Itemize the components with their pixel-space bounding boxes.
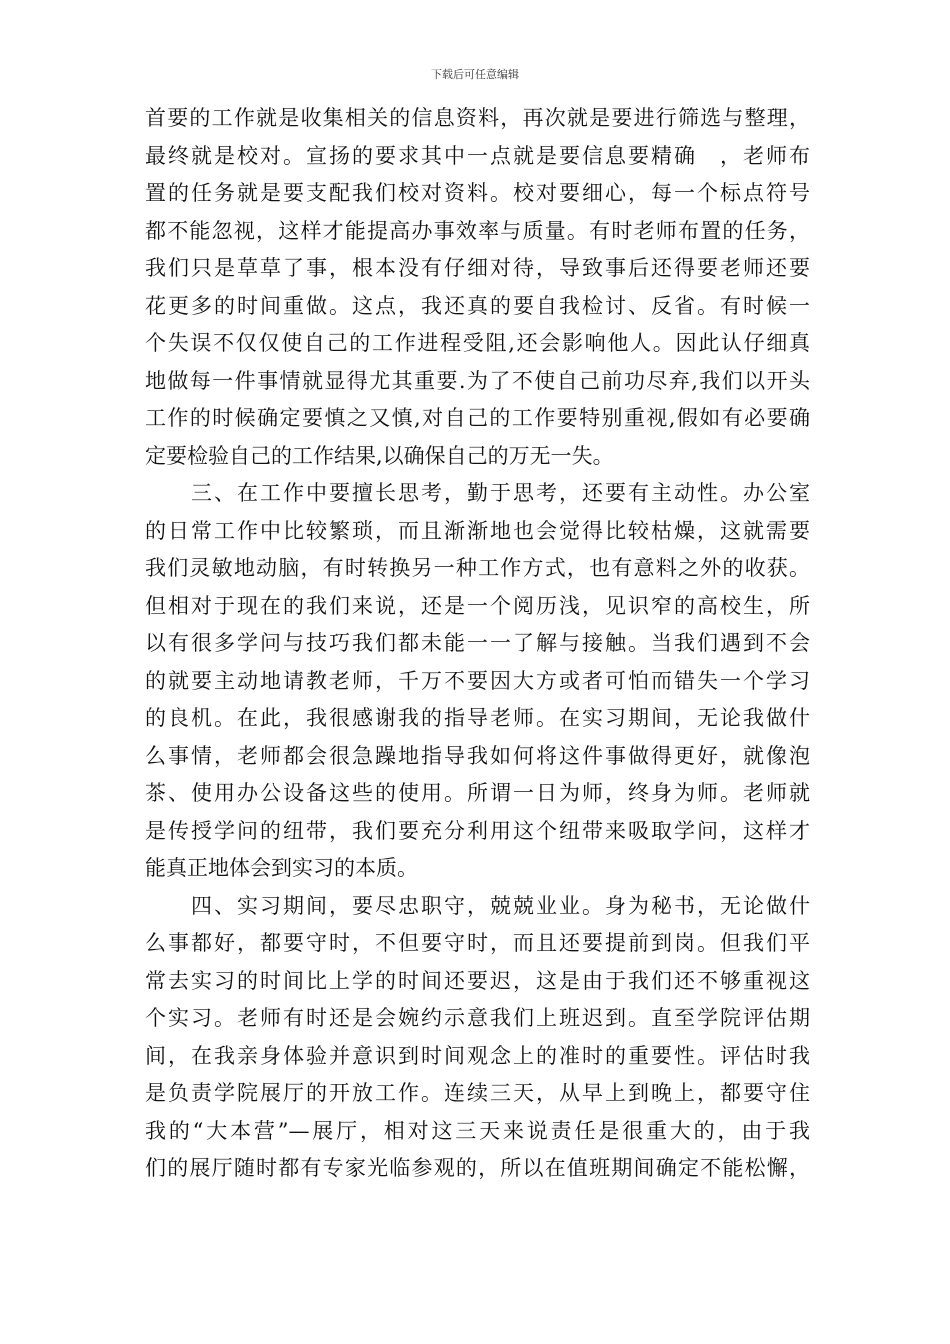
text-line: 都不能忽视，这样才能提高办事效率与质量。有时老师布置的任务， xyxy=(145,218,810,243)
text-line: 三、在工作中要擅长思考，勤于思考，还要有主动性。办公室 xyxy=(145,481,810,505)
text-line: 个失误不仅仅使自己的工作进程受阻,还会影响他人。因此认仔细真 xyxy=(145,331,810,355)
text-line: 四、实习期间，要尽忠职守，兢兢业业。身为秘书，无论做什 xyxy=(145,893,810,918)
text-line: 么事都好，都要守时，不但要守时，而且还要提前到岗。但我们平 xyxy=(145,931,810,955)
text-line: 么事情，老师都会很急躁地指导我如何将这件事做得更好，就像泡 xyxy=(145,743,810,768)
text-line: 地做每一件事情就显得尤其重要.为了不使自己前功尽弃,我们以开头 xyxy=(145,368,810,393)
text-line: 我们只是草草了事，根本没有仔细对待，导致事后还得要老师还要 xyxy=(145,256,810,280)
text-line: 花更多的时间重做。这点，我还真的要自我检讨、反省。有时候一 xyxy=(145,293,810,318)
text-line: 定要检验自己的工作结果,以确保自己的万无一失。 xyxy=(145,443,614,468)
text-line: 的良机。在此，我很感谢我的指导老师。在实习期间，无论我做什 xyxy=(145,706,810,730)
text-line: 但相对于现在的我们来说，还是一个阅历浅，见识窄的高校生，所 xyxy=(145,593,810,618)
text-line: 茶、使用办公设备这些的使用。所谓一日为师，终身为师。老师就 xyxy=(145,781,810,805)
text-line: 常去实习的时间比上学的时间还要迟，这是由于我们还不够重视这 xyxy=(145,968,810,993)
text-line: 是负责学院展厅的开放工作。连续三天，从早上到晚上，都要守住 xyxy=(145,1081,810,1105)
text-line: 我的“大本营”—展厅，相对这三天来说责任是很重大的，由于我 xyxy=(145,1118,810,1143)
text-line: 是传授学问的纽带，我们要充分利用这个纽带来吸取学问，这样才 xyxy=(145,818,810,843)
text-line: 以有很多学问与技巧我们都未能一一了解与接触。当我们遇到不会 xyxy=(145,631,810,655)
text-line: 最终就是校对。宣扬的要求其中一点就是要信息要精确 ，老师布 xyxy=(145,143,810,168)
text-line: 们的展厅随时都有专家光临参观的，所以在值班期间确定不能松懈， xyxy=(145,1156,810,1180)
text-line: 首要的工作就是收集相关的信息资料，再次就是要进行筛选与整理， xyxy=(145,106,810,130)
page-header: 下载后可任意编辑 xyxy=(431,68,519,81)
text-line: 置的任务就是要支配我们校对资料。校对要细心，每一个标点符号 xyxy=(145,181,810,205)
text-line: 工作的时候确定要慎之又慎,对自己的工作要特别重视,假如有必要确 xyxy=(145,406,810,430)
text-line: 我们灵敏地动脑，有时转换另一种工作方式，也有意料之外的收获。 xyxy=(145,556,810,580)
text-line: 能真正地体会到实习的本质。 xyxy=(145,856,418,880)
text-line: 间，在我亲身体验并意识到时间观念上的准时的重要性。评估时我 xyxy=(145,1043,810,1068)
body-text xyxy=(145,100,810,1188)
text-line: 个实习。老师有时还是会婉约示意我们上班迟到。直至学院评估期 xyxy=(145,1006,810,1030)
text-line: 的就要主动地请教老师，千万不要因大方或者可怕而错失一个学习 xyxy=(145,668,810,693)
text-line: 的日常工作中比较繁琐，而且渐渐地也会觉得比较枯燥，这就需要 xyxy=(145,518,810,543)
